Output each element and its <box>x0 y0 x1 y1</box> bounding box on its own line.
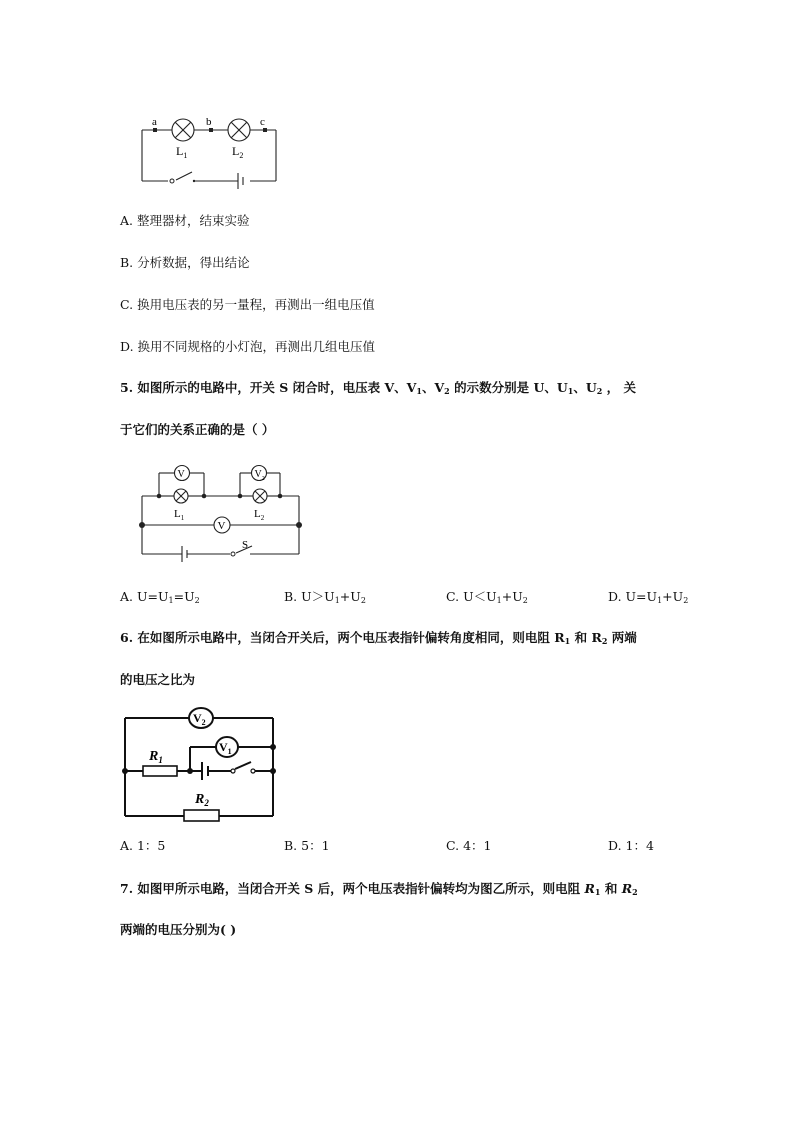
fig1-lamp1-label: $L_1$ <box>176 144 188 160</box>
q5-question-line1: 5. 如图所示的电路中，开关 S 闭合时，电压表 V、$V_1$、$V_2$ 的示数分别是 U、$U_1$、$U_2$ ， 关 <box>120 380 637 396</box>
q4-option-b: B. 分析数据，得出结论 <box>120 255 250 270</box>
fig1-lamp2-label: $L_2$ <box>232 144 244 160</box>
q5-option-a: A. $U=U_1=U_2$ <box>120 589 200 605</box>
q5-option-b: B. $U>U_1+U_2$ <box>284 589 366 605</box>
fig1-label-a: a <box>152 116 157 128</box>
q5-v1-label: V <box>177 469 185 480</box>
q5-switch-label: S <box>242 539 249 551</box>
q6-r2-label: $R_2$ <box>195 792 209 808</box>
q5-option-c: C. $U<U_1+U_2$ <box>446 589 528 605</box>
q6-option-b: B. 5：1 <box>284 838 330 853</box>
q7-question-line2: 两端的电压分别为( ) <box>120 922 237 937</box>
q5-lamp1-label: $L_1$ <box>174 508 185 522</box>
q6-option-c: C. 4：1 <box>446 838 492 853</box>
circuit-figure-q6 <box>118 702 283 820</box>
circuit-figure-q5 <box>132 460 312 564</box>
q6-r1-label: $R_1$ <box>149 749 163 765</box>
q4-option-a: A. 整理器材，结束实验 <box>120 213 250 228</box>
q5-v-label: V <box>217 520 226 532</box>
q6-option-d: D. 1：4 <box>608 838 654 853</box>
fig1-label-c: c <box>260 116 265 128</box>
fig1-label-b: b <box>206 116 212 128</box>
q5-option-d: D. $U=U_1+U_2$ <box>608 589 689 605</box>
q5-v2-label: $V_2$ <box>254 469 265 482</box>
q6-v2-label: $V_2$ <box>193 711 206 727</box>
q5-question-line2: 于它们的关系正确的是（ ） <box>120 422 275 437</box>
q4-option-d: D. 换用不同规格的小灯泡，再测出几组电压值 <box>120 339 376 354</box>
q7-question-line1: 7. 如图甲所示电路，当闭合开关 S 后，两个电压表指针偏转均为图乙所示，则电阻 $R_1$ 和 $R_2$ <box>120 881 638 897</box>
q5-lamp2-label: $L_2$ <box>254 508 265 522</box>
circuit-figure-series-lamps <box>130 108 290 193</box>
q6-question-line2: 的电压之比为 <box>120 672 196 687</box>
q6-option-a: A. 1：5 <box>120 838 166 853</box>
q4-option-c: C. 换用电压表的另一量程，再测出一组电压值 <box>120 297 375 312</box>
q6-v1-label: $V_1$ <box>219 740 232 756</box>
q6-question-line1: 6. 在如图所示电路中，当闭合开关后，两个电压表指针偏转角度相同，则电阻 $R_1$ 和 $R_2$ 两端 <box>120 630 637 646</box>
